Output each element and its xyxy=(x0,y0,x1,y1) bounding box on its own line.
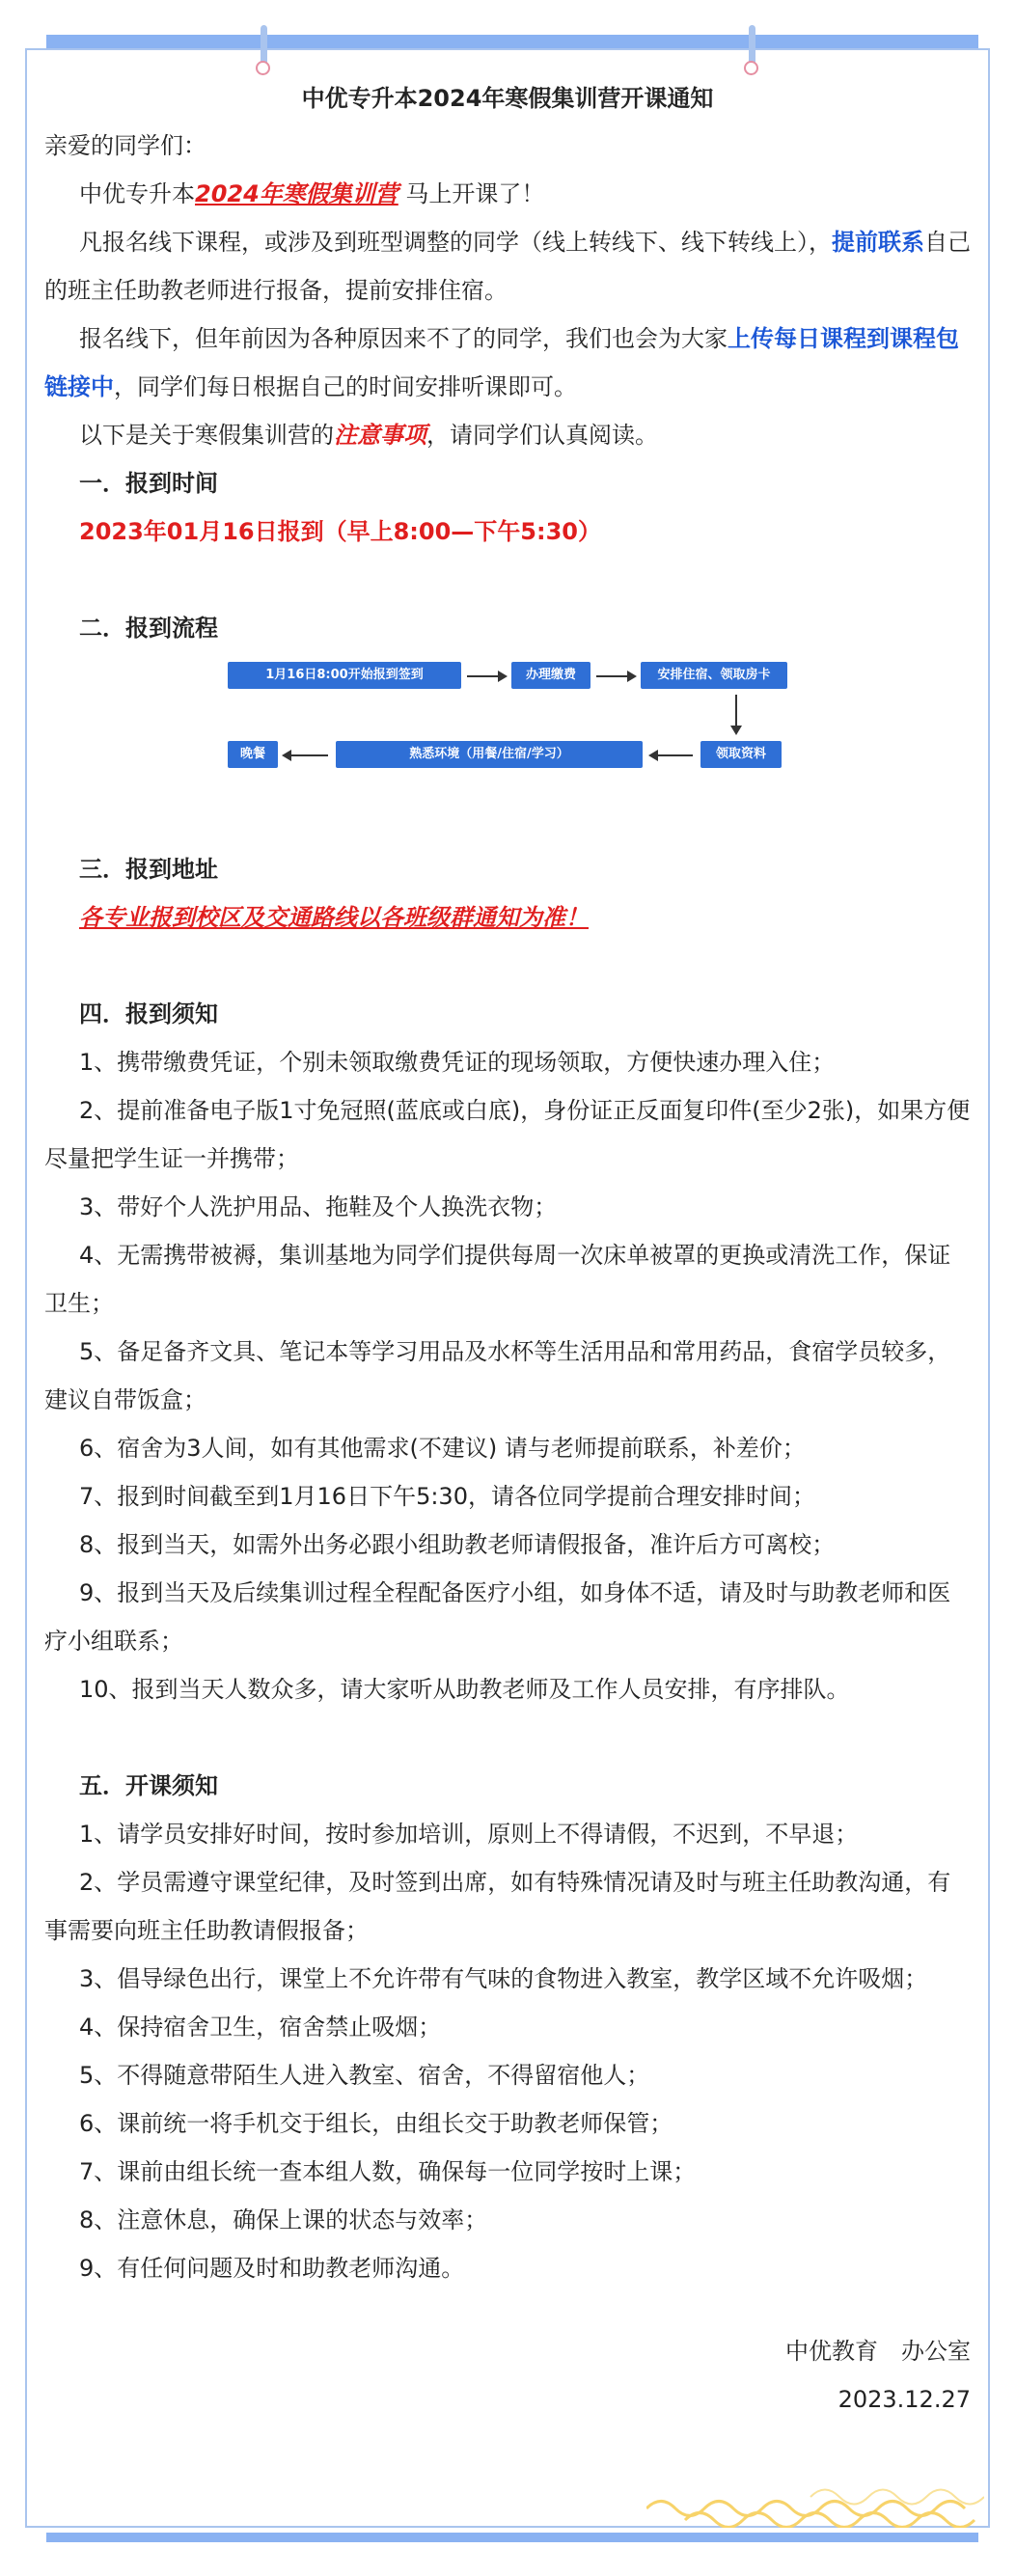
class-notes-list xyxy=(44,1810,971,2292)
paragraph-2: 凡报名线下课程，或涉及到班型调整的同学（线上转线下、线下转线上），提前联系自己的班主任助教老师进行报备，提前安排住宿。 xyxy=(44,229,971,304)
list-item: 2、学员需遵守课堂纪律，及时签到出席，如有特殊情况请及时与班主任助教沟通，有事需要向班主任助教请假报备； xyxy=(44,1869,951,1944)
flow-arrow xyxy=(467,675,506,677)
list-item: 9、有任何问题及时和助教老师沟通。 xyxy=(79,2255,465,2282)
section-2-title: 二．报到流程 xyxy=(79,615,218,642)
flow-step-payment: 办理缴费 xyxy=(511,662,590,689)
flow-arrow xyxy=(650,754,693,756)
flow-arrow xyxy=(284,754,328,756)
flow-step-lodging: 安排住宿、领取房卡 xyxy=(641,662,787,689)
list-item: 4、无需携带被褥，集训基地为同学们提供每周一次床单被罩的更换或清洗工作，保证卫生； xyxy=(44,1242,951,1317)
list-item: 4、保持宿舍卫生，宿舍禁止吸烟； xyxy=(79,2014,442,2041)
top-bar xyxy=(46,35,978,48)
list-item: 9、报到当天及后续集训过程全程配备医疗小组，如身体不适，请及时与助教老师和医疗小组联系； xyxy=(44,1579,951,1655)
list-item: 10、报到当天人数众多，请大家听从助教老师及工作人员安排，有序排队。 xyxy=(79,1676,850,1703)
flow-arrow xyxy=(596,675,635,677)
section-5-title: 五．开课须知 xyxy=(79,1772,218,1799)
list-item: 6、课前统一将手机交于组长，由组长交于助教老师保管； xyxy=(79,2110,673,2137)
list-item: 1、请学员安排好时间，按时参加培训，原则上不得请假，不迟到，不早退； xyxy=(79,1821,859,1848)
list-item: 5、备足备齐文具、笔记本等学习用品及水杯等生活用品和常用药品，食宿学员较多，建议自带饭盒； xyxy=(44,1338,951,1413)
paragraph-4: 以下是关于寒假集训营的注意事项，请同学们认真阅读。 xyxy=(79,422,658,449)
flow-step-dinner: 晚餐 xyxy=(228,741,278,768)
section-4-title: 四．报到须知 xyxy=(79,1000,218,1028)
page-title: 中优专升本2024年寒假集训营开课通知 xyxy=(301,85,714,112)
notice-content xyxy=(44,79,971,2424)
list-item: 3、带好个人洗护用品、拖鞋及个人换洗衣物； xyxy=(79,1193,558,1220)
signature-org: 中优教育 办公室 xyxy=(785,2338,971,2365)
section-3-title: 三．报到地址 xyxy=(79,856,218,883)
report-time: 2023年01月16日报到（早上8:00—下午5:30） xyxy=(79,518,601,545)
section-1-title: 一．报到时间 xyxy=(79,470,218,497)
list-item: 7、报到时间截至到1月16日下午5:30，请各位同学提前合理安排时间； xyxy=(79,1483,815,1510)
report-address: 各专业报到校区及交通路线以各班级群通知为准！ xyxy=(79,904,589,931)
bottom-bar xyxy=(46,2533,978,2542)
greeting: 亲爱的同学们： xyxy=(44,132,206,159)
list-item: 6、宿舍为3人间，如有其他需求(不建议) 请与老师提前联系，补差价； xyxy=(79,1435,806,1462)
paragraph-1: 中优专升本2024年寒假集训营 马上开课了！ xyxy=(79,180,545,207)
decorative-waves xyxy=(646,2470,984,2528)
list-item: 8、报到当天，如需外出务必跟小组助教老师请假报备，准许后方可离校； xyxy=(79,1531,836,1558)
list-item: 5、不得随意带陌生人进入教室、宿舍，不得留宿他人； xyxy=(79,2062,650,2089)
list-item: 1、携带缴费凭证，个别未领取缴费凭证的现场领取，方便快速办理入住； xyxy=(79,1049,836,1076)
paragraph-3: 报名线下，但年前因为各种原因来不了的同学，我们也会为大家上传每日课程到课程包链接中，同学们每日根据自己的时间安排听课即可。 xyxy=(44,325,959,400)
list-item: 8、注意休息，确保上课的状态与效率； xyxy=(79,2206,488,2233)
signature-date: 2023.12.27 xyxy=(838,2386,971,2413)
list-item: 7、课前由组长统一查本组人数，确保每一位同学按时上课； xyxy=(79,2158,697,2185)
flow-step-environment: 熟悉环境（用餐/住宿/学习） xyxy=(336,741,643,768)
flow-step-materials: 领取资料 xyxy=(700,741,782,768)
list-item: 3、倡导绿色出行，课堂上不允许带有气味的食物进入教室，教学区域不允许吸烟； xyxy=(79,1965,928,1992)
list-item: 2、提前准备电子版1寸免冠照(蓝底或白底)，身份证正反面复印件(至少2张)，如果方便尽量把学生证一并携带； xyxy=(44,1097,971,1172)
flow-arrow-down xyxy=(735,695,737,733)
flow-step-checkin: 1月16日8:00开始报到签到 xyxy=(228,662,461,689)
report-notes-list xyxy=(44,1038,971,1713)
report-flow-diagram xyxy=(44,652,971,807)
